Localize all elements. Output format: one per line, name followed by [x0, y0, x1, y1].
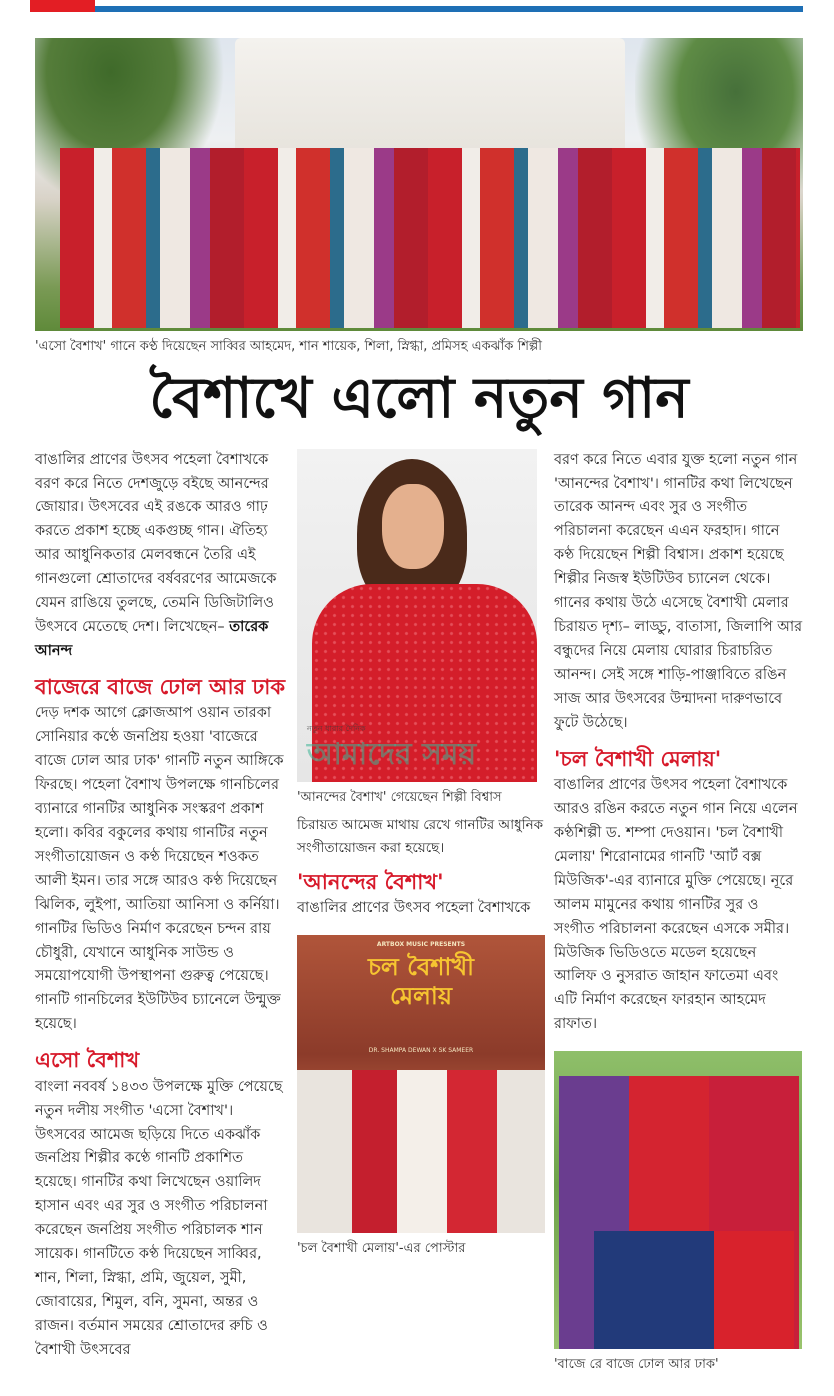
top-photo-caption: 'এসো বৈশাখ' গানে কণ্ঠ দিয়েছেন সাব্বির আহমেদ, শান শায়েক, শিলা, স্নিগ্ধা, প্রমিসহ একঝাঁক শিল্পী	[35, 339, 542, 354]
singer-photo-caption: 'আনন্দের বৈশাখ' গেয়েছেন শিল্পী বিশ্বাস	[296, 789, 502, 805]
column-right	[554, 449, 803, 1376]
singer-face	[382, 484, 444, 569]
masthead-rule-red	[30, 0, 95, 12]
top-group-photo	[35, 38, 803, 331]
article-columns	[35, 449, 803, 1376]
group-photo-caption: 'বাজে রে বাজে ঢোল আর ঢাক'	[553, 1357, 719, 1373]
people-row	[60, 148, 800, 328]
page-headline: বৈশাখে এলো নতুন গান	[149, 364, 689, 431]
poster-title: চল বৈশাখী মেলায়	[367, 953, 474, 1011]
section-heading: এসো বৈশাখ	[35, 1048, 140, 1073]
intro-body: বাঙালির প্রাণের উৎসব পহেলা বৈশাখকে বরণ করে নিতে দেশজুড়ে বইছে আনন্দের জোয়ার। উৎসবের এই রঙকে আরও গাঢ় করতে প্রকাশ হচ্ছে একগুচ্ছ গান। ঐতিহ্য আর আধুনিকতার মেলবন্ধনে তৈরি এই গানগুলো শ্রোতাদের বর্ষবরণের আমেজকে যেমন রাঙিয়ে তুলছে, তেমনি ডিজিটালিও উৎসবে মেতেছে দেশ। লিখেছেন–	[35, 451, 277, 636]
section-heading: 'চল বৈশাখী মেলায়'	[553, 746, 722, 771]
column-middle	[297, 449, 545, 1260]
watermark-logo	[307, 724, 476, 773]
section-body: বাংলা নববর্ষ ১৪৩৩ উপলক্ষে মুক্তি পেয়েছে নতুন দলীয় সংগীত 'এসো বৈশাখ'। উৎসবের আমেজ ছড়িয়ে দিতে একঝাঁক জনপ্রিয় শিল্পীর কণ্ঠে গানটি প্রকাশিত হয়েছে। গানটির কথা লিখেছেন ওয়ালিদ হাসান এবং এর সুর ও সংগীত পরিচালনা করেছেন জনপ্রিয় সংগীত পরিচালক শান সায়েক। গানটিতে কণ্ঠ দিয়েছেন সাব্বির, শান, শিলা, স্নিগ্ধা, প্রমি, জুয়েল, সুমী, জোবায়ের, শিমুল, বনি, সুমনা, অন্তর ও রাজন। বর্তমান সময়ের শ্রোতাদের রুচি ও বৈশাখী উৎসবের	[35, 1078, 283, 1358]
song-poster	[297, 935, 545, 1233]
poster-presents: ARTBOX MUSIC PRESENTS	[376, 941, 466, 949]
section-body: বাঙালির প্রাণের উৎসব পহেলা বৈশাখকে আরও রঙিন করতে নতুন গান নিয়ে এলেন কণ্ঠশিল্পী ড. শম্পা দেওয়ান। 'চল বৈশাখী মেলায়' শিরোনামের গানটি 'আর্ট বক্স মিউজিক'-এর ব্যানারে মুক্তি পেয়েছে। নূরে আলম মামুনের কথায় গানটির সুর ও সংগীত পরিচালনা করেছেন এসকে সমীর। মিউজিক ভিডিওতে মডেল হয়েছেন আলিফ ও নুসরাত জাহান ফাতেমা এবং এটি নির্মাণ করেছেন ফারহান আহমেদ রাফাত।	[553, 777, 798, 1033]
section-heading: বাজেরে বাজে ঢোল আর ঢাক	[35, 674, 286, 699]
masthead-rule-blue	[30, 6, 803, 12]
section-body: দেড় দশক আগে ক্লোজআপ ওয়ান তারকা সোনিয়ার কণ্ঠে জনপ্রিয় হওয়া 'বাজেরে বাজে ঢোল আর ঢাক' গানটি নতুন আঙ্গিকে ফিরছে। পহেলা বৈশাখ উপলক্ষে গানচিলের ব্যানারে গানটির আধুনিক সংস্করণ প্রকাশ হলো। কবির বকুলের কথায় গানটির নতুন সংগীতায়োজন ও কণ্ঠ দিয়েছেন শওকত আলী ইমন। তার সঙ্গে আরও কণ্ঠ দিয়েছেন ঝিলিক, লুইপা, আতিয়া আনিসা ও কর্নিয়া। গানটির ভিডিও নির্মাণ করেছেন চন্দন রায় চৌধুরী, যেখানে আধুনিক সাউন্ড ও সময়োপযোগী উপস্থাপনা গুরুত্ব পেয়েছে। গানটি গানচিলের ইউটিউব চ্যানেলে উন্মুক্ত হয়েছে।	[35, 705, 284, 1033]
group-front	[594, 1231, 794, 1349]
poster-credit: DR. SHAMPA DEWAN X SK SAMEER	[368, 1047, 474, 1055]
singer-deck: চিরায়ত আমেজ মাথায় রেখে গানটির আধুনিক সংগীতায়োজন করা হয়েছে।	[296, 817, 544, 856]
poster-caption: 'চল বৈশাখী মেলায়'-এর পোস্টার	[296, 1241, 466, 1257]
watermark-text: আমাদের সময়	[306, 736, 477, 772]
singer-photo	[297, 449, 537, 782]
section-body: বাঙালির প্রাণের উৎসব পহেলা বৈশাখকে	[296, 900, 531, 917]
column-left	[35, 449, 288, 1363]
section-heading: 'আনন্দের বৈশাখ'	[296, 869, 444, 894]
group-song-photo	[554, 1051, 802, 1349]
watermark-tagline: নতুন ধারার দৈনিক	[306, 724, 366, 734]
poster-people	[297, 1070, 545, 1233]
intro-text	[35, 449, 288, 664]
author-name: তারেক আনন্দ	[35, 619, 269, 659]
section-body: বরণ করে নিতে এবার যুক্ত হলো নতুন গান 'আনন্দের বৈশাখ'। গানটির কথা লিখেছেন তারেক আনন্দ এবং সুর ও সংগীত পরিচালনা করেছেন এএন ফরহাদ। গানে কণ্ঠ দিয়েছেন শিল্পী বিশ্বাস। প্রকাশ হয়েছে শিল্পীর নিজস্ব ইউটিউব চ্যানেল থেকে। গানের কথায় উঠে এসেছে বৈশাখী মেলার চিরায়ত দৃশ্য– লাড্ডু, বাতাসা, জিলাপি আর বন্ধুদের নিয়ে মেলায় ঘোরার চিরাচরিত আনন্দ। সেই সঙ্গে শাড়ি-পাঞ্জাবিতে রঙিন সাজ আর উৎসবের উন্মাদনা দারুণভাবে ফুটে উঠেছে।	[553, 451, 803, 731]
